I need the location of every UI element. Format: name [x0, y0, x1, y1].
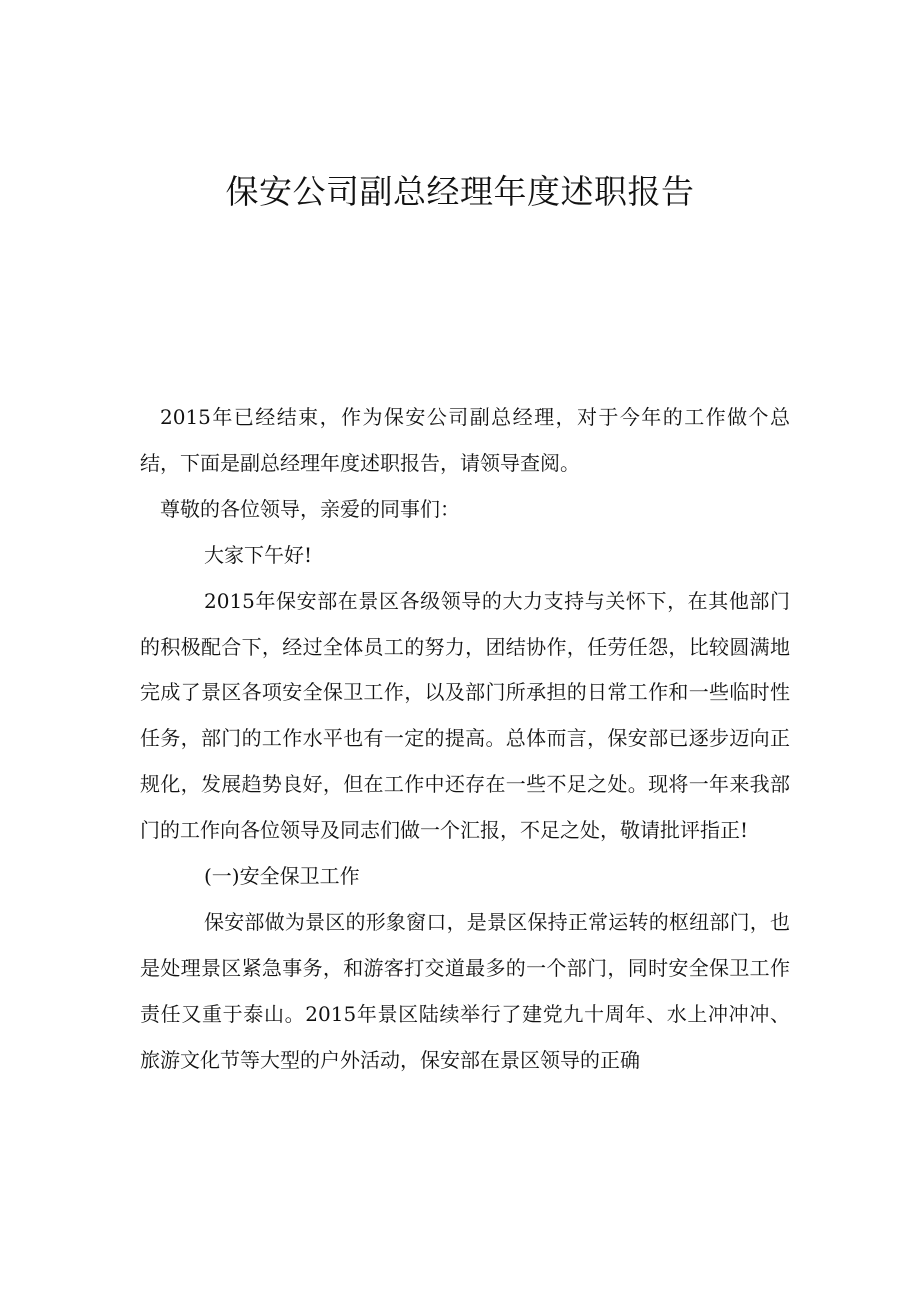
document-title: 保安公司副总经理年度述职报告 [225, 172, 695, 211]
document-body [140, 395, 790, 1084]
intro-paragraph: 2015年已经结束，作为保安公司副总经理，对于今年的工作做个总结，下面是副总经理年度述职报告，请领导查阅。 [140, 405, 790, 475]
security-paragraph: 保安部做为景区的形象窗口，是景区保持正常运转的枢纽部门，也是处理景区紧急事务，和游客打交道最多的一个部门，同时安全保卫工作责任又重于泰山。2015年景区陆续举行了建党九十周年、水上冲冲冲、旅游文化节等大型的户外活动，保安部在景区领导的正确 [140, 909, 790, 1072]
greeting: 大家下午好! [204, 542, 313, 567]
salutation: 尊敬的各位领导，亲爱的同事们： [160, 496, 460, 521]
summary-paragraph: 2015年保安部在景区各级领导的大力支持与关怀下，在其他部门的积极配合下，经过全体员工的努力，团结协作，任劳任怨，比较圆满地完成了景区各项安全保卫工作，以及部门所承担的日常工作和一些临时性任务，部门的工作水平也有一定的提高。总体而言，保安部已逐步迈向正规化，发展趋势良好，但在工作中还存在一些不足之处。现将一年来我部门的工作向各位领导及同志们做一个汇报，不足之处，敬请批评指正! [140, 588, 790, 843]
section-heading-security: (一)安全保卫工作 [204, 864, 360, 889]
